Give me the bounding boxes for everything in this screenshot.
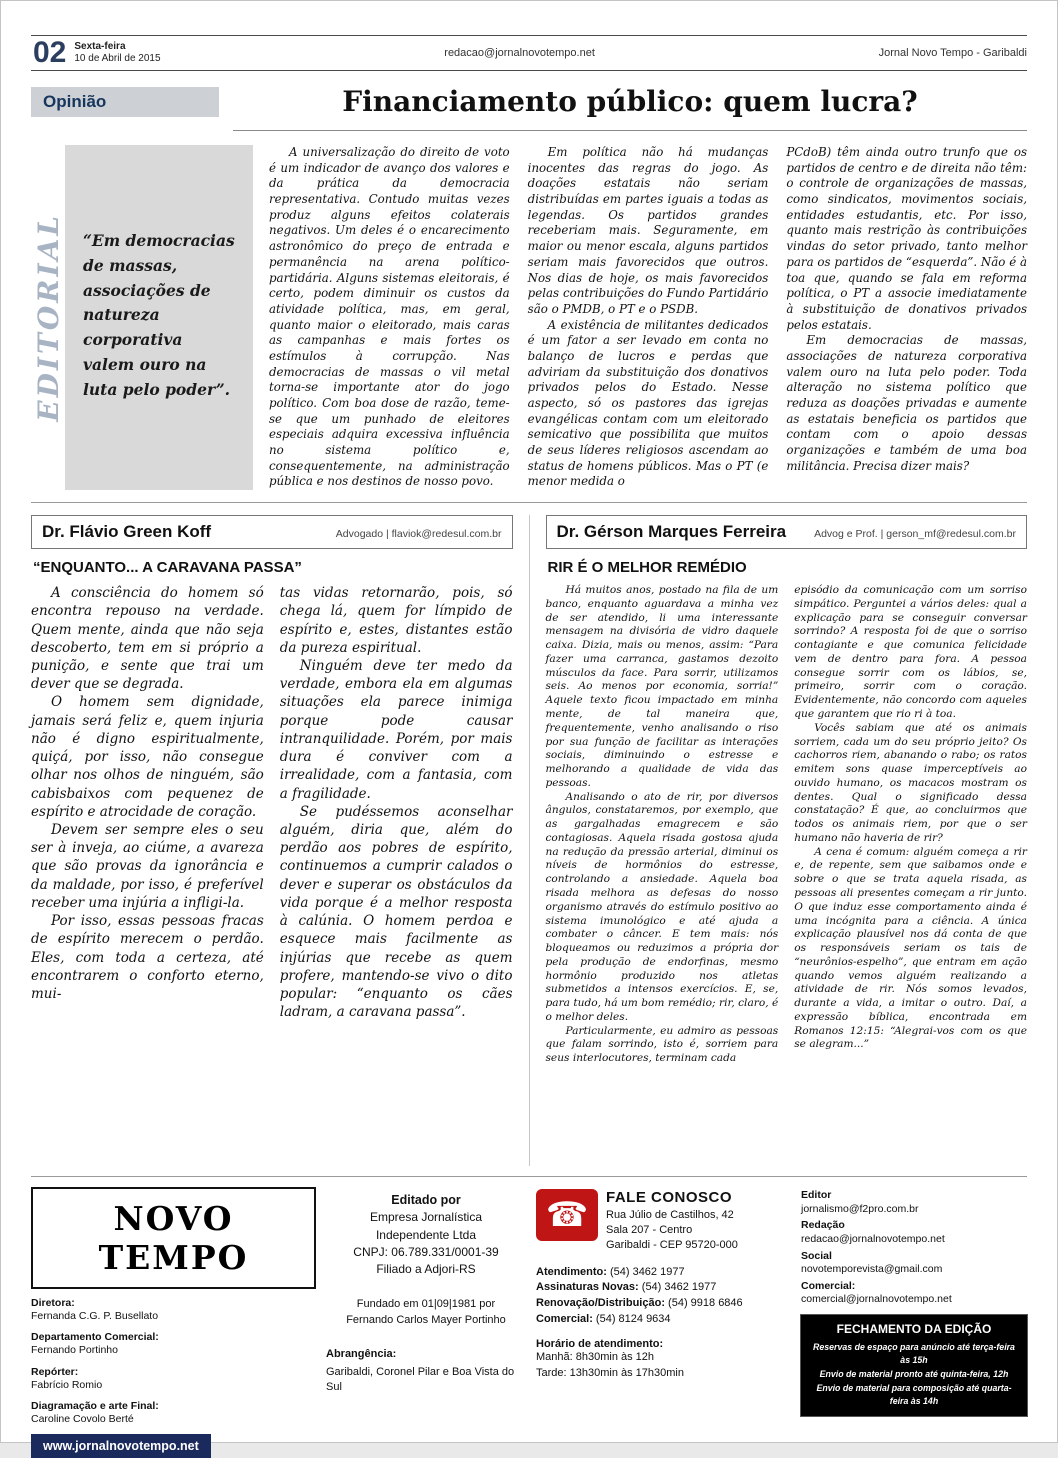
staff-entry — [31, 1297, 316, 1323]
article-column-b — [794, 584, 1027, 1066]
article-paragraph: Se pudéssemos aconselhar alguém, diria que, além do perdão aos pobres de espírito, continuemos a cumprir calados o dever e superar os obstáculos da vida porque é a melhor resposta à calúnia. O homem perdoa e esquece mais facilmente as injúrias que recebe as quem profere, mantendo-se vivo o dito popular: “enquanto os cães ladram, a caravana passa”. — [279, 803, 513, 1021]
footer-masthead-column — [31, 1187, 316, 1453]
publisher-line: Independente Ltda — [375, 1227, 477, 1242]
contact-address-block — [606, 1189, 738, 1253]
footer-emails-column — [801, 1187, 1027, 1426]
phone-line — [536, 1312, 791, 1328]
editorial-paragraph: PCdoB) têm ainda outro trunfo que os partidos de centro e de direita não têm: o controle de organizações de massas, como sindicatos, movimentos sociais, entidades estudantis, etc. Por isso, quanto mais restrição às contribuições vindas do setor privado, tanto melhor para os partidos de “esquerda”. Não é à toa que, quando se fala em reforma política, o PT a associe imediatamente à substituição de donativos privados pelos estatais. — [786, 145, 1028, 332]
phone-label: Comercial: — [536, 1313, 593, 1326]
phone-line — [536, 1280, 791, 1296]
article-title: RIR É O MELHOR REMÉDIO — [547, 559, 747, 577]
closing-title: FECHAMENTO DA EDIÇÃO — [836, 1322, 992, 1337]
editorial-quote-box — [65, 145, 253, 490]
phone-line — [536, 1265, 791, 1281]
publisher-line: CNPJ: 06.789.331/0001-39 — [353, 1244, 499, 1259]
section-divider — [31, 502, 1027, 503]
masthead: NOVO TEMPO — [98, 1199, 249, 1277]
staff-name: Fernando Portinho — [31, 1344, 118, 1357]
hours-line: Manhã: 8h30min às 12h — [536, 1351, 655, 1364]
coverage-block — [326, 1347, 526, 1397]
email-label: Comercial: — [801, 1279, 856, 1292]
email-value[interactable]: jornalismo@f2pro.com.br — [801, 1202, 919, 1215]
article-paragraph: Particularmente, eu admiro as pessoas que falam sorrindo, isto é, sorriem para seus interlocutores, terminam cada — [545, 1024, 779, 1065]
founded-line: Fernando Carlos Mayer Portinho — [346, 1313, 506, 1326]
author-bar — [546, 515, 1028, 549]
closing-line: Envio de material para composição até quarta-feira às 14h — [816, 1382, 1012, 1407]
staff-role: Departamento Comercial: — [31, 1331, 159, 1344]
editorial-column-3 — [786, 145, 1027, 490]
footer-contact-column — [536, 1187, 791, 1426]
editorial-paragraph: A universalização do direito de voto é um indicador de avanço dos valores e da prática da democracia representativa. Contudo muitas vezes produz alguns efeitos colaterais negativos. Um deles é o encarecimento astronômico do preço de entrada e permanência na arena político-partidária. Alguns sistemas eleitorais, é certo, podem diminuir os custos da atividade política, mas, em geral, quanto maior o eleitorado, mais caras as campanhas e mais fortes os estímulos à corrupção. Nas democracias de massas o vil metal torna-se importante ator do jogo político. Com boa dose de razão, teme-se que um punhado de eleitores especiais adquira excessiva influência no sistema político e, consequentemente, na administração pública e nos destinos de nosso povo. — [269, 145, 510, 489]
email-label: Social — [801, 1249, 832, 1262]
article-paragraph: Vocês sabiam que até os animais sorriem, cada um do seu próprio jeito? Os cachorros riem, abanando o rabo; os ratos emitem sons quase imperceptíveis ao ouvido humano, os macacos mostram os dentes. Qual o significado dessa constatação? É que, ao concluirmos que todos os animais riem, por que o ser humano não haveria de rir? — [794, 721, 1027, 844]
email-label: Editor — [801, 1189, 832, 1201]
editorial-vertical-label: EDITORIAL — [31, 213, 65, 422]
editorial-columns — [269, 145, 1027, 490]
email-value[interactable]: redacao@jornalnovotempo.net — [801, 1232, 945, 1245]
phone-number: (54) 3462 1977 — [641, 1281, 717, 1294]
contact-head — [536, 1189, 791, 1253]
article-paragraph: Há muitos anos, postado na fila de um banco, enquanto aguardava a minha vez de ser atendido, li uma interessante mensagem na divisória de vidro daquele caixa. Dizia, mais ou menos, assim: “Para fazer uma carranca, gastamos dezoito músculos da face. Para sorrir, utilizamos seis. Ao menos por economia, sorria!” Aquele texto ficou impactado em minha mente, de tal maneira que, frequentemente, venho analisando o riso por sua função de facilitar as interações sociais, diminuindo o estresse e melhorando a qualidade de vida das pessoas. — [545, 584, 779, 789]
section-row — [31, 85, 1027, 131]
editorial-quote: “Em democracias de massas, associações de natureza corporativa valem ouro na luta pelo poder”. — [83, 231, 235, 399]
masthead-box — [31, 1187, 316, 1289]
section-label: Opinião — [31, 87, 219, 117]
phone-list — [536, 1265, 791, 1329]
hours-line: Tarde: 13h30min às 17h30min — [536, 1366, 684, 1379]
article-paragraph: Devem ser sempre eles o seu ser à inveja, ao ciúme, a avareza que são provas da ignorância e da maldade, por isso, é preferível receber uma injúria a infligi-la. — [31, 821, 264, 911]
coverage-label: Abrangência: — [326, 1347, 397, 1360]
article-columns — [546, 584, 1028, 1066]
article-paragraph: A consciência do homem só encontra repouso na verdade. Quem mente, ainda que não seja descoberto, tem em si próprio a punição, e sente que trai um dever que se degrada. — [31, 585, 264, 693]
telephone-icon: ☎ — [536, 1189, 598, 1241]
edition-name: Jornal Novo Tempo - Garibaldi — [878, 47, 1027, 59]
articles-row — [31, 515, 1027, 1166]
page-header — [31, 35, 1027, 71]
address-line: Sala 207 - Centro — [606, 1223, 693, 1236]
staff-role: Diagramação e arte Final: — [31, 1399, 159, 1412]
edition-closing-box — [801, 1315, 1027, 1416]
author-credentials: Advogado | flaviok@redesul.com.br — [335, 528, 502, 541]
phone-label: Assinaturas Novas: — [536, 1281, 639, 1294]
founded-block — [326, 1297, 526, 1329]
edited-by-label: Editado por — [391, 1193, 461, 1207]
publisher-line: Empresa Jornalística — [369, 1210, 483, 1225]
phone-line — [536, 1296, 791, 1312]
address-line: Rua Júlio de Castilhos, 42 — [606, 1209, 734, 1221]
email-label: Redação — [801, 1219, 845, 1232]
date-block — [74, 41, 160, 66]
editorial-rail — [31, 145, 65, 490]
website-link[interactable]: www.jornalnovotempo.net — [31, 1434, 211, 1458]
article-column-a — [546, 584, 779, 1066]
article-paragraph: Por isso, essas pessoas fracas de espírito merecem o perdão. Eles, com toda a certeza, até encontrarem o conforto eterno, mui- — [31, 913, 264, 1002]
phone-label: Renovação/Distribuição: — [536, 1297, 665, 1310]
staff-role: Diretora: — [31, 1297, 75, 1309]
staff-entry — [31, 1331, 316, 1357]
hours-label: Horário de atendimento: — [536, 1338, 664, 1351]
contact-title: FALE CONOSCO — [606, 1189, 733, 1206]
footer — [31, 1176, 1027, 1453]
article-paragraph: A cena é comum: alguém começa a rir e, de repente, sem que saibamos onde e sobre o que se trata aquela risada, as pessoas ali presentes começam a rir junto. O que induz esse comportamento ainda é uma incógnita para a ciência. A única explicação plausível nos dá conta de que os responsáveis seriam os tais de “neurônios-espelho”, que entram em ação quando vemos alguém realizando a atividade de rir. Nós somos levados, durante a vida, a imitar o outro. Daí, a expressão bíblica, encontrada em Romanos 12:15: “Alegrai-vos com os que se alegram...” — [794, 845, 1027, 1051]
phone-number: (54) 8124 9634 — [595, 1313, 671, 1326]
author-name: Dr. Gérson Marques Ferreira — [556, 522, 787, 542]
closing-line: Envio de material pronto até quinta-feira, 12h — [819, 1368, 1009, 1379]
article-gerson — [529, 515, 1028, 1166]
email-value[interactable]: comercial@jornalnovotempo.net — [801, 1293, 952, 1306]
article-paragraph: Ninguém deve ter medo da verdade, embora ela em algumas situações ela parece inimiga porque pode causar intranquilidade. Porém, por mais dura é conviver com a irrealidade, com a fantasia, com a fragilidade. — [279, 658, 513, 802]
article-paragraph: episódio da comunicação com um sorriso simpático. Perguntei a vários deles: qual a explicação para se conseguir conversar sorrindo? A resposta foi de que o sorriso contagiante e que comunica felicidade vem de dentro para fora. A pessoa consegue sorrir com os lábios, se, primeiro, sorrir com o coração. Evidentemente, não concordo com aqueles que garantem que rio ri à toa. — [794, 584, 1027, 721]
phone-label: Atendimento: — [536, 1265, 607, 1278]
article-columns — [31, 584, 513, 1021]
staff-entry — [31, 1366, 316, 1392]
header-email: redacao@jornalnovotempo.net — [444, 47, 595, 59]
staff-role: Repórter: — [31, 1365, 79, 1378]
main-headline: Financiamento público: quem lucra? — [342, 85, 918, 118]
editorial-paragraph: Em política não há mudanças inocentes das regras do jogo. As doações estatais não seriam distribuídas em partes iguais a todas as legendas. Os partidos grandes receberiam mais. Seguramente, em maior ou menor escala, alguns partidos seriam mais favorecidos que outros. Nos dias de hoje, os mais favorecidos pelas contribuições do Fundo Partidário são o PMDB, o PT e o PSDB. — [527, 145, 769, 316]
phone-number: (54) 9918 6846 — [668, 1297, 743, 1310]
staff-list — [31, 1297, 316, 1434]
article-paragraph: O homem sem dignidade, jamais será feliz e, quem injuria não é digno espiritualmente, quiçá, por isso, não consegue olhar nos olhos de ninguém, são cabisbaixos com pequenez de espírito e atrocidade de coração. — [31, 694, 264, 820]
article-paragraph: Analisando o ato de rir, por diversos ângulos, constataremos, por exemplo, que as gargalhadas emagrecem e são contagiosas. Aquela risada gostosa ajuda na redução da pressão arterial, diminui os níveis de hormônios do estresse, controlando a ansiedade. Aquela boa risada melhora as defesas do nosso organismo através do estímulo positivo ao sistema imunológico e até ajuda a combater o câncer. E tem mais: nós bloqueamos ou reduzimos a própria dor pela produção de endorfinas, mesmo hormônio produzido nos atletas submetidos a intensos exercícios. E, se, para tudo, há um bom remédio; rir, claro, é o melhor deles. — [545, 790, 779, 1023]
staff-name: Fernanda C.G. P. Busellato — [31, 1310, 159, 1323]
article-paragraph: tas vidas retornarão, pois, só chega lá, quem for límpido de espírito e, estes, distantes estão da pureza espiritual. — [279, 585, 513, 656]
staff-entry — [31, 1400, 316, 1426]
founded-line: Fundado em 01|09|1981 por — [356, 1297, 496, 1310]
author-bar — [31, 515, 513, 549]
author-credentials: Advog e Prof. | gerson_mf@redesul.com.br — [814, 528, 1016, 541]
editorial-paragraph: A existência de militantes dedicados é um fator a ser levado em conta no balanço de lucros e perdas que adviriam da substituição dos donativos privados pelos do Estado. Nesse aspecto, só os pastores das igrejas evangélicas contam com um eleitorado semicativo que possibilita que muitos de seus líderes religiosos ascendam ao status de homens públicos. Mas o PT (e menor medida o — [527, 317, 769, 489]
page-number: 02 — [33, 36, 67, 69]
editorial-column-1 — [269, 145, 510, 490]
staff-name: Caroline Covolo Berté — [31, 1412, 134, 1425]
weekday: Sexta-feira — [74, 40, 126, 52]
article-column-b — [280, 584, 513, 1021]
editorial-section — [31, 145, 1027, 490]
footer-publisher-column — [326, 1187, 526, 1426]
publisher-line: Filiado a Adjori-RS — [376, 1262, 476, 1277]
author-name: Dr. Flávio Green Koff — [42, 522, 212, 542]
article-flavio — [31, 515, 529, 1166]
closing-line: Reservas de espaço para anúncio até terça-feira às 15h — [813, 1341, 1015, 1366]
staff-name: Fabrício Romio — [31, 1378, 103, 1391]
headline-wrap — [233, 85, 1027, 131]
editorial-paragraph: Em democracias de massas, associações de natureza corporativa valem ouro na luta pelo poder. Toda alteração no sistema político que reduza as doações privadas e aumente as estatais beneficia os partidos que contam com o apoio dessas organizações e também de uma boa militância. Precisa dizer mais? — [786, 333, 1028, 473]
article-title: “ENQUANTO... A CARAVANA PASSA” — [33, 559, 302, 577]
article-column-a — [31, 584, 264, 1021]
editorial-column-2 — [528, 145, 769, 490]
coverage-text: Garibaldi, Coronel Pilar e Boa Vista do Sul — [326, 1365, 515, 1394]
address-line: Garibaldi - CEP 95720-000 — [606, 1238, 738, 1251]
email-value[interactable]: novotemporevista@gmail.com — [801, 1263, 943, 1276]
date: 10 de Abril de 2015 — [74, 53, 161, 64]
phone-number: (54) 3462 1977 — [609, 1265, 685, 1278]
